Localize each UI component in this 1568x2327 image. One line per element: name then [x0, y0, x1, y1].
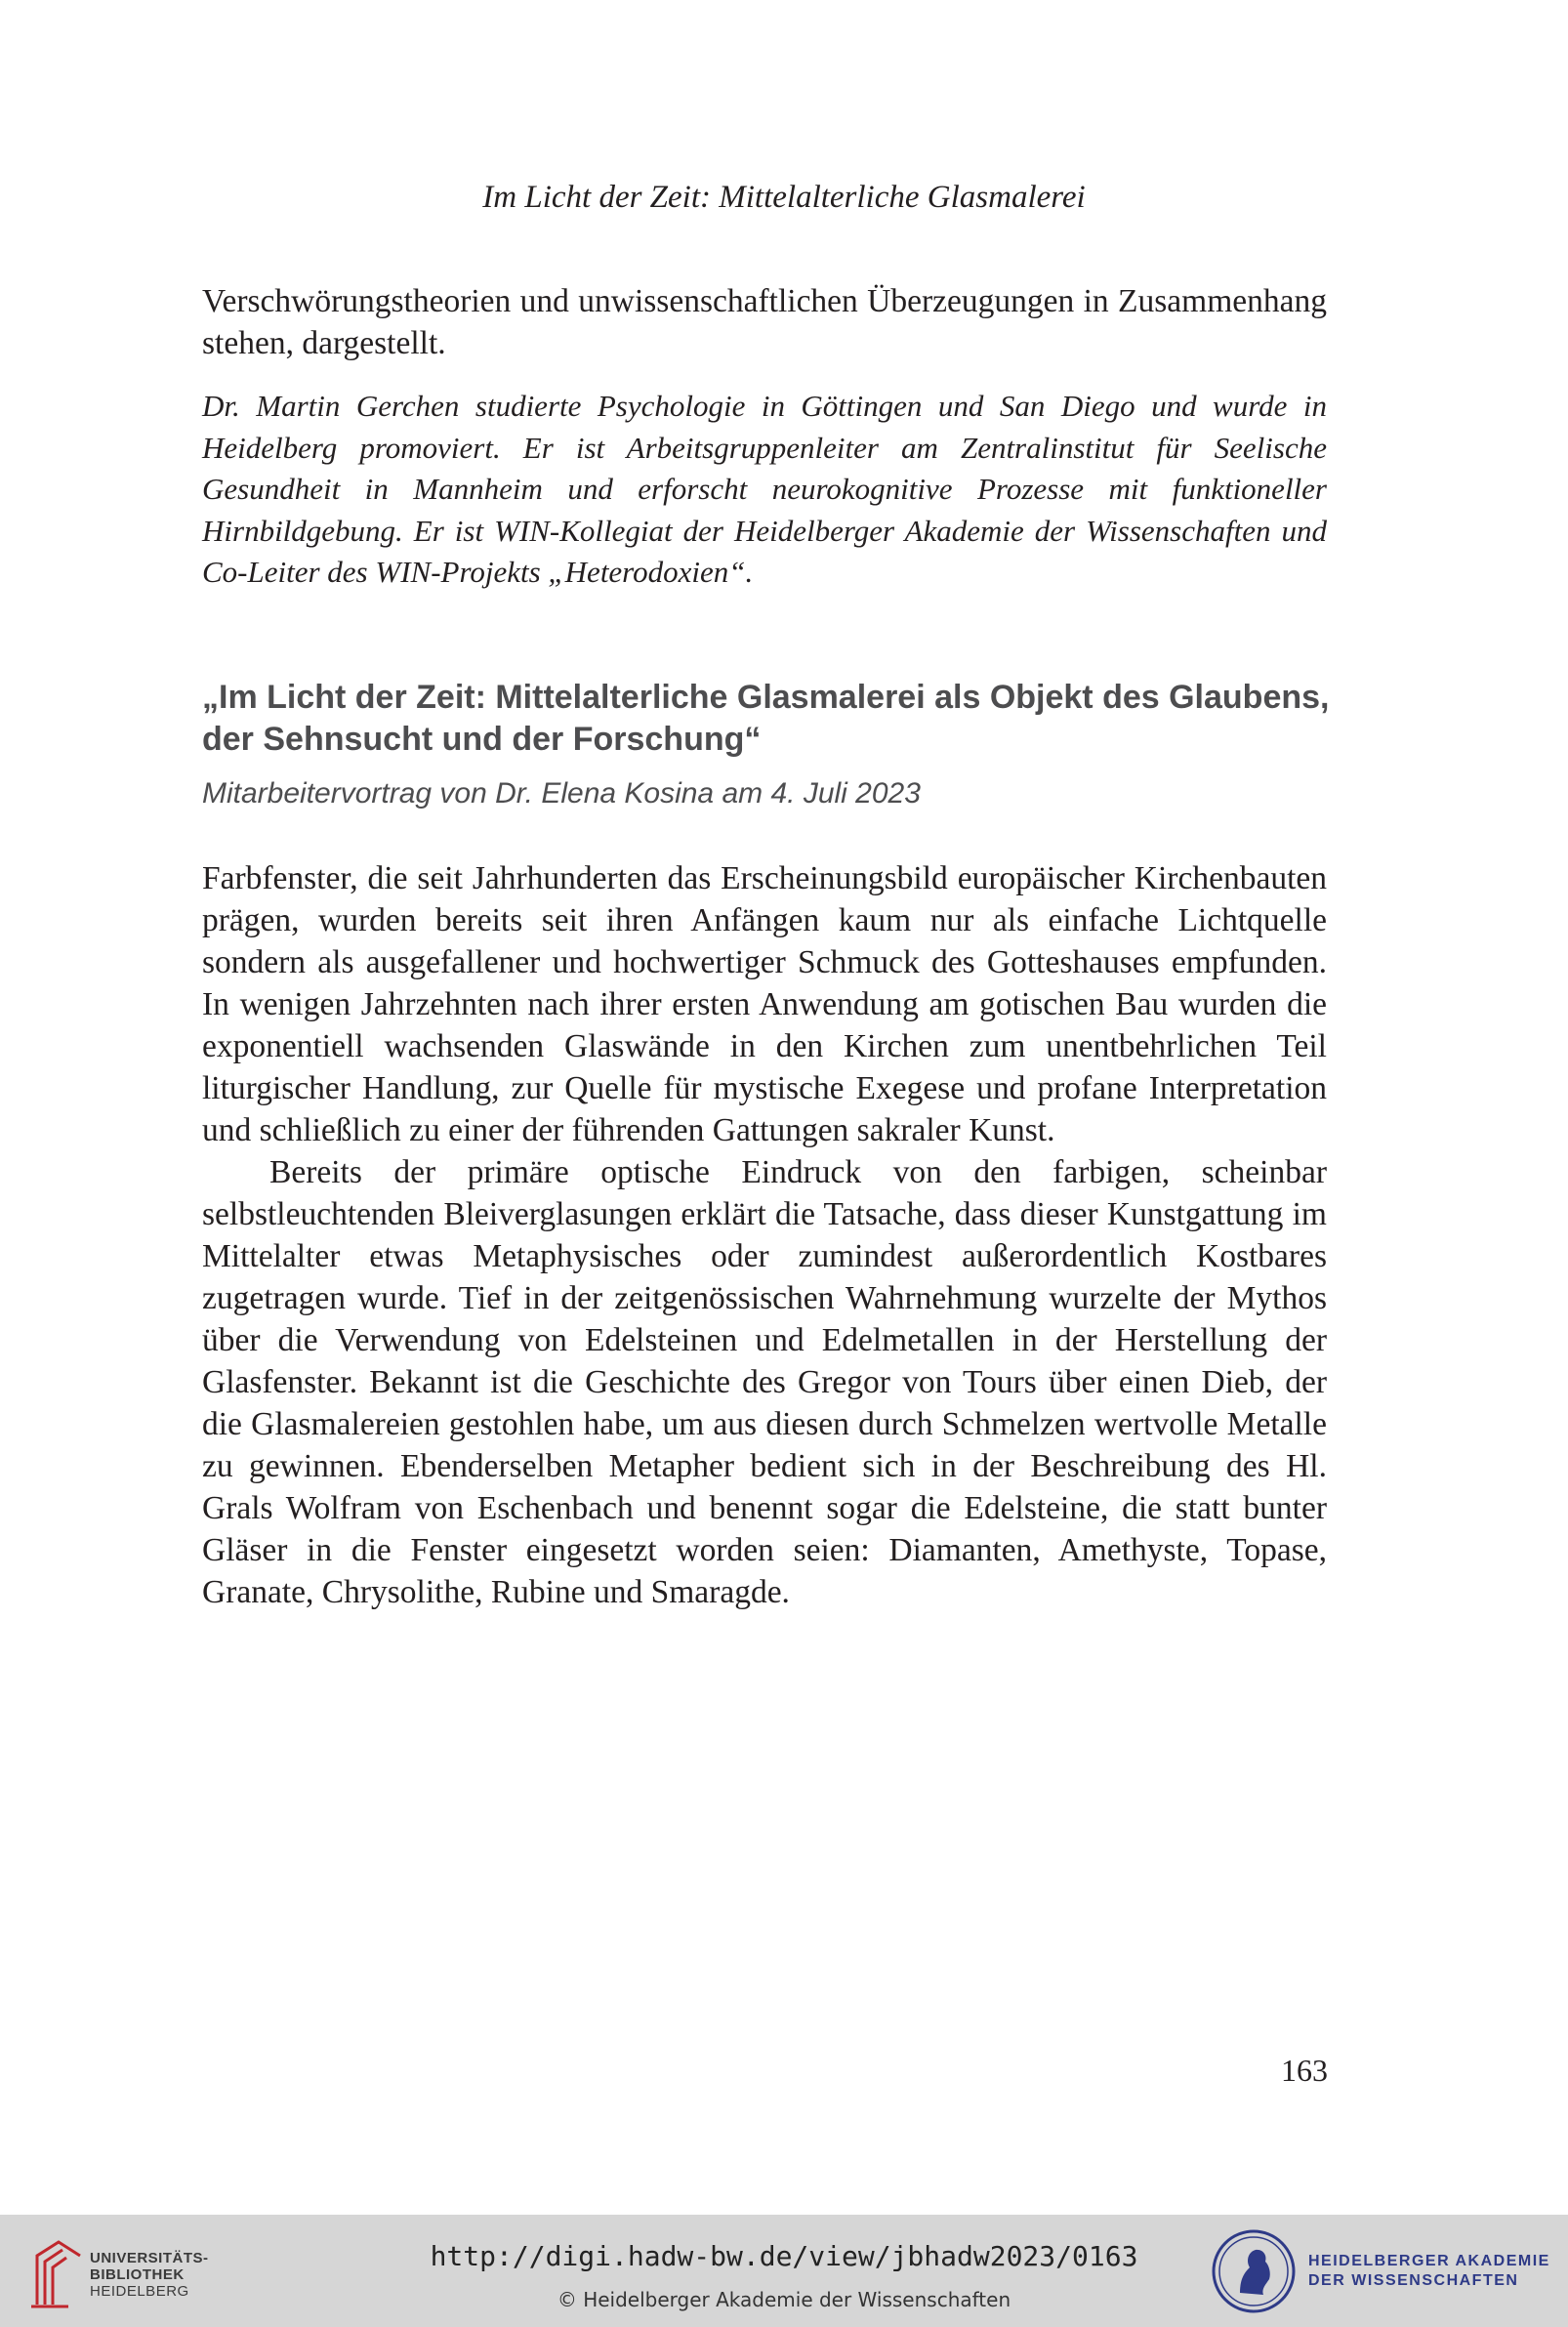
library-name-line: HEIDELBERG — [90, 2283, 189, 2300]
intro-continuation-block — [202, 280, 1327, 364]
body-paragraph: Bereits der primäre optische Eindruck von den farbigen, scheinbar selbstleuchtenden Bleiverglasungen erklärt die Tatsache, dass dieser Kunstgattung im Mittelalter etwas Metaphysisches oder zumindest außerordentlich Kostbares zugetragen wurde. Tief in der zeitgenössischen Wahrnehmung wurzelte der Mythos über die Verwendung von Edelsteinen und Edelmetallen in der Herstellung der Glasfenster. Bekannt ist die Geschichte des Gregor von Tours über einen Dieb, der die Glasmalereien gestohlen habe, um aus diesen durch Schmelzen wertvolle Metalle zu gewinnen. Ebenderselben Metapher bedient sich in der Beschreibung des Hl. Grals Wolfram von Eschenbach und benennt sogar die Edelsteine, die statt bunter Gläser in die Fenster eingesetzt worden seien: Diamanten, Amethyste, Topase, Granate, Chrysolithe, Rubine und Smaragde. — [202, 1154, 1327, 1610]
academy-name — [1308, 2252, 1552, 2291]
copyright-notice: © Heidelberger Akademie der Wissenschaften — [557, 2288, 1011, 2311]
lecture-body — [202, 857, 1327, 1613]
running-head: Im Licht der Zeit: Mittelalterliche Glasmalerei — [482, 180, 1086, 215]
author-bio-block — [202, 386, 1327, 594]
lecture-title: „Im Licht der Zeit: Mittelalterliche Glasmalerei als Objekt des Glaubens, der Sehnsucht und der Forschung“ — [202, 679, 1330, 758]
page-number: 163 — [1281, 2053, 1328, 2088]
author-bio-paragraph: Dr. Martin Gerchen studierte Psychologie in Göttingen und San Diego und wurde in Heidelberg promoviert. Er ist Arbeitsgruppenleiter am Zentralinstitut für Seelische Gesundheit in Mannheim und erforscht neurokognitive Prozesse mit funktioneller Hirnbildgebung. Er ist WIN-Kollegiat der Heidelberger Akademie der Wissenschaften und Co-Leiter des WIN-Projekts „Heterodoxien“. — [202, 389, 1327, 589]
academy-name-line: HEIDELBERGER AKADEMIE — [1308, 2253, 1550, 2269]
library-name-line: UNIVERSITÄTS- — [90, 2250, 209, 2266]
intro-continuation-paragraph: Verschwörungstheorien und unwissenschaftlichen Überzeugungen in Zusammenhang stehen, dargestellt. — [202, 283, 1327, 361]
library-name-line: BIBLIOTHEK — [90, 2266, 185, 2283]
viewer-footer — [0, 2215, 1568, 2327]
academy-name-line: DER WISSENSCHAFTEN — [1308, 2272, 1519, 2289]
permalink-url[interactable]: http://digi.hadw-bw.de/view/jbhadw2023/0163 — [430, 2240, 1138, 2272]
body-paragraph: Farbfenster, die seit Jahrhunderten das Erscheinungsbild europäischer Kirchenbauten prägen, wurden bereits seit ihren Anfängen kaum nur als einfache Lichtquelle sondern als ausgefallener und hochwertiger Schmuck des Gotteshauses empfunden. In wenigen Jahrzehnten nach ihrer ersten Anwendung am gotischen Bau wurden die exponentiell wachsenden Glaswände in den Kirchen zum unentbehrlichen Teil liturgischer Handlung, zur Quelle für mystische Exegese und profane Interpretation und schließlich zu einer der führenden Gattungen sakraler Kunst. — [202, 860, 1327, 1148]
academy-seal-icon — [1211, 2228, 1297, 2314]
lecture-subtitle: Mitarbeitervortrag von Dr. Elena Kosina am 4. Juli 2023 — [202, 777, 921, 810]
